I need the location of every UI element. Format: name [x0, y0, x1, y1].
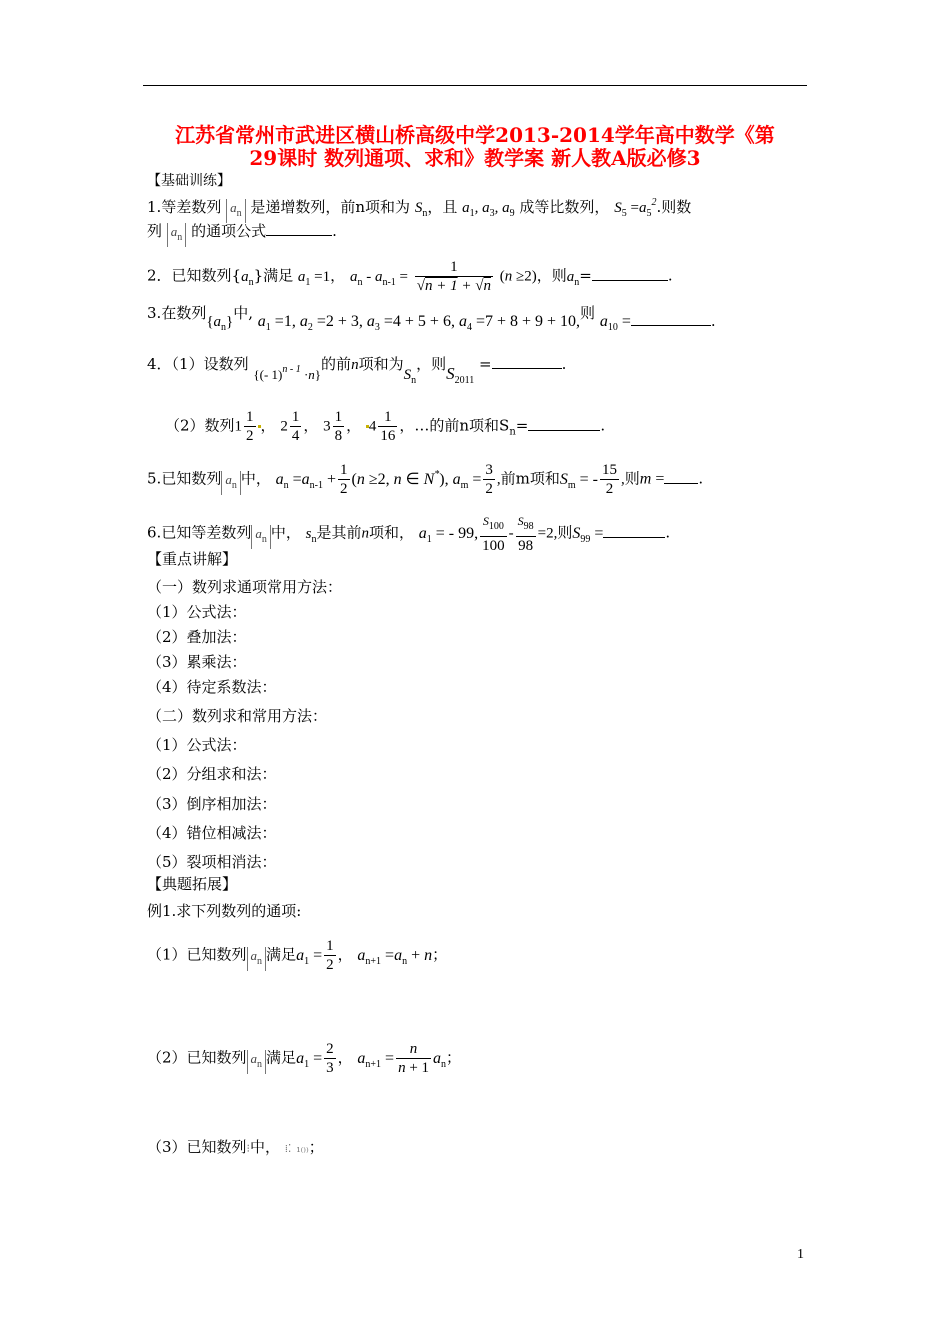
q4-text-3: 项和为: [358, 355, 404, 373]
question-4-part-1: [147, 350, 567, 386]
formula-an-result: $a_n$: [566, 268, 580, 288]
method-sum-item: （4）错位相减法：: [147, 824, 277, 842]
q4-text-4: ，则: [416, 355, 447, 373]
q1-number: 1.: [147, 198, 162, 216]
method-sum-item: （5）裂项相消法：: [147, 853, 277, 871]
formula-an-ex2: $a_n$: [247, 1050, 267, 1074]
title-line-2: 29课时 数列通项、求和》教学案 新人教A版必修3: [249, 146, 701, 170]
q2-text-5: =: [579, 266, 592, 285]
formula-an-set: $\{a_n\}$: [206, 314, 234, 333]
formula-an-q5: $a_n$: [221, 471, 241, 495]
q3-text-3: 则: [580, 304, 596, 322]
formula-an-q2: $a_n$: [241, 268, 254, 288]
question-5: 5.已知数列 $a_n$ 中， $a_n =a_{n-1}$ + $\frac{1}{2}$ (n ≥2, n ∈ N*), $a_m$ = $\frac{3}{2}$ ,前m项和$S_m$ = - $\frac{15}{2}$ ,则m = .: [147, 462, 704, 497]
q1-text-4: 成等比数列，: [519, 198, 610, 216]
q1-end: .: [332, 222, 337, 240]
fraction-1-2: $\frac{1}{2}$: [246, 409, 254, 444]
formula-sn-q6: $s_n$: [305, 525, 317, 545]
formula-an-ex2-tail: $a_n$: [433, 1049, 447, 1070]
q6-text-3: 是其前: [316, 523, 362, 542]
formula-n: n: [351, 357, 359, 373]
method-general-item: （1）公式法：: [147, 603, 247, 621]
formula-m: m =: [639, 470, 665, 488]
formula-s99: $S_{99}$ =: [572, 524, 604, 545]
q6-number: 6.: [147, 523, 162, 542]
fraction-n-over-n-plus-1: $\frac{n}{n + 1}$: [398, 1041, 430, 1076]
question-1-line-1: [147, 193, 691, 224]
formula-an-diff: $a_n - a_{n-1}$ =: [349, 268, 408, 288]
formula-recurrence-q5: $a_n =a_{n-1}$ +: [275, 470, 337, 491]
answer-blank-q4a[interactable]: [492, 354, 562, 369]
ex1-1-end: ；: [432, 945, 448, 964]
q5-text-1: 已知数列: [161, 469, 222, 488]
question-1-line-2: [147, 221, 337, 247]
q2-end: .: [667, 266, 673, 285]
fraction-s100-100: $\frac{S_{100}}{100}$: [482, 514, 505, 554]
q3-text-1: 在数列: [161, 304, 207, 322]
q3-end: .: [710, 312, 716, 330]
q3-text-2: 中,: [233, 304, 254, 322]
q2-text-2: }满足: [253, 266, 294, 285]
fraction-15-2: $\frac{15}{2}$: [602, 462, 618, 497]
page-number: 1: [797, 1247, 804, 1262]
formula-an-q6: $a_n$: [251, 525, 271, 549]
q4-number: 4．: [147, 355, 172, 373]
methods-general-heading: （一）数列求通项常用方法：: [147, 578, 343, 596]
formula-s5: $S_5 =a_5^2$: [614, 197, 657, 219]
section-key-explanation: 【重点讲解】: [147, 550, 238, 568]
q5-text-3: 前m项和: [500, 469, 560, 488]
q4a-end: .: [561, 355, 567, 373]
answer-blank-q4b[interactable]: [528, 416, 600, 431]
q1-text-3: ，且: [427, 198, 458, 216]
ex1-2-text-2: 满足: [266, 1048, 297, 1067]
method-sum-item: （1）公式法：: [147, 736, 247, 754]
formula-a1-q6: $a_1$ = - 99,: [418, 524, 479, 545]
question-4-part-2: （2）数列1 $\frac{1}{2}$ ， 2 $\frac{1}{4}$ ， 3 $\frac{1}{8}$ ， 4 $\frac{1}{16}$ ，…的前n项和$S_n=$ .: [165, 409, 606, 444]
example-1-part-2: [147, 1040, 461, 1077]
section-basic-training: 【基础训练】: [147, 173, 231, 189]
q4-text-2: 的前: [321, 355, 352, 373]
fraction-1-8: $\frac{1}{8}$: [334, 409, 343, 444]
formula-condition-q5: (n ≥2, n ∈ N*), $a_m$ =: [351, 468, 482, 491]
q4b-end: .: [600, 416, 606, 435]
ex1-3-text-2: 中，: [250, 1138, 281, 1156]
fraction-1-4: $\frac{1}{4}$: [291, 409, 300, 444]
q1-text-1: 等差数列: [161, 198, 222, 216]
formula-a10: $a_{10}$ =: [599, 313, 631, 333]
q5-text-4: 则: [624, 469, 640, 488]
q4b-text-2: ，…的前n项和S: [399, 416, 510, 435]
answer-blank-q1[interactable]: [266, 221, 332, 236]
q5-text-2: 中，: [240, 469, 271, 488]
q5-number: 5.: [147, 469, 162, 488]
formula-a1-to-a4: $a_1 =1$, $a_2 =2 + 3$, $a_3 =4 + 5 + 6$, $a_4 =7 + 8 + 9 + 10$,: [257, 313, 581, 333]
fraction-1-2-q5: $\frac{1}{2}$: [340, 462, 348, 497]
garbled-formula-1: ⁝: [246, 1142, 251, 1155]
formula-an-ex1: $a_n$: [247, 947, 267, 971]
q2-text-1: 已知数列{: [171, 266, 242, 285]
q5-end: .: [698, 469, 704, 488]
answer-blank-q6[interactable]: [603, 523, 665, 538]
title-line-1: 江苏省常州市武进区横山桥高级中学2013-2014学年高中数学《第: [175, 123, 775, 147]
method-sum-item: （2）分组求和法：: [147, 765, 277, 783]
q4b-text-3: =: [515, 416, 529, 435]
ex1-2-end: ；: [446, 1048, 462, 1067]
q2-text-3: ，: [330, 266, 346, 285]
q4-text-5: =: [479, 355, 492, 373]
fraction-1-2-ex1: $\frac{1}{2}$: [326, 938, 334, 973]
answer-blank-q3[interactable]: [631, 311, 711, 326]
question-6: 6.已知等差数列 $a_n$ 中， $s_n$是其前n项和， $a_1$ = - 99, $\frac{S_{100}}{100}$ - $\frac{S_{98}}{98}$ =2,则$S_{99}$ = .: [147, 514, 671, 554]
formula-fraction-sqrt: $\frac{1}{√n + 1 + √n}$: [416, 259, 491, 294]
fraction-1-16: $\frac{1}{16}$: [380, 409, 396, 444]
question-2: [147, 258, 673, 295]
q2-text-4: ，则: [536, 266, 567, 285]
method-general-item: （2）叠加法：: [147, 628, 247, 646]
ex1-2-text-3: ，: [337, 1048, 353, 1067]
example-1-part-3: [147, 1137, 324, 1159]
q1-text-5: .则数: [656, 198, 692, 216]
formula-n-q6: n: [361, 525, 369, 542]
q4-text-1: （1）设数列: [171, 355, 249, 373]
q6-end: .: [665, 523, 671, 542]
formula-sm: $S_m$ = -: [559, 470, 599, 491]
formula-an-2: $a_n$: [167, 223, 187, 247]
method-general-item: （3）累乘法：: [147, 653, 247, 671]
formula-recurrence-ex2: $a_{n+1}$ =: [357, 1049, 395, 1070]
formula-s2011: $S_{2011}$: [446, 364, 475, 386]
ex1-1-text-3: ，: [337, 945, 353, 964]
q1-text-2: 是递增数列，前n项和为: [250, 198, 411, 216]
ex1-3-text-1: （3）已知数列: [147, 1138, 247, 1156]
ex1-1-text-2: 满足: [266, 945, 297, 964]
formula-recurrence-ex1: $a_{n+1} =a_n + n$: [357, 946, 433, 967]
formula-an: $a_n$: [226, 199, 246, 223]
q4b-text-1: （2）数列: [165, 416, 235, 435]
fraction-s98-98: $\frac{S_{98}}{98}$: [517, 514, 534, 554]
example-1-part-1: [147, 937, 447, 974]
formula-alternating-sequence: {(- 1)$^{n - 1}$ ·n}: [253, 364, 322, 382]
q2-number: 2．: [147, 266, 172, 285]
ex1-1-text-1: （1）已知数列: [147, 945, 247, 964]
formula-a1-ex1: $a_1$ =: [296, 946, 323, 967]
example-1-heading: 例1.求下列数列的通项:: [147, 902, 302, 920]
formula-a1-eq-1: $a_1 =1$: [297, 268, 331, 288]
question-3: [147, 303, 716, 333]
q6-text-4: 项和，: [368, 523, 414, 542]
q6-text-1: 已知等差数列: [161, 523, 252, 542]
q3-number: 3.: [147, 304, 162, 322]
garbled-formula-2: ⁞⁚: [284, 1142, 292, 1155]
q6-text-5: 则: [557, 523, 573, 542]
formula-a1-ex2: $a_1$ =: [296, 1049, 323, 1070]
q1-text-7: 的通项公式: [191, 222, 267, 240]
garbled-formula-3: ₁₍₎₎: [296, 1142, 309, 1155]
answer-blank-q2[interactable]: [592, 266, 668, 281]
formula-sn-q4: $S_n$: [403, 367, 417, 386]
fraction-3-2: $\frac{3}{2}$: [485, 462, 493, 497]
answer-blank-q5[interactable]: [664, 469, 698, 484]
method-general-item: （4）待定系数法：: [147, 678, 277, 696]
formula-n-geq-2: (n ≥2): [499, 268, 537, 285]
ex1-3-end: ；: [308, 1138, 324, 1156]
methods-sum-heading: （二）数列求和常用方法：: [147, 707, 328, 725]
q4b-subscript: n: [509, 426, 516, 438]
q6-text-2: 中，: [270, 523, 301, 542]
ex1-2-text-1: （2）已知数列: [147, 1048, 247, 1067]
header-rule: [143, 85, 807, 86]
q1-text-6: 列: [147, 222, 163, 240]
method-sum-item: （3）倒序相加法：: [147, 795, 277, 813]
formula-a1-a3-a9: $a_1$, $a_3$, $a_9$: [462, 200, 515, 219]
section-typical-extension: 【典题拓展】: [147, 875, 238, 893]
formula-sn: $S_n$: [414, 200, 428, 219]
fraction-2-3: $\frac{2}{3}$: [326, 1041, 334, 1076]
